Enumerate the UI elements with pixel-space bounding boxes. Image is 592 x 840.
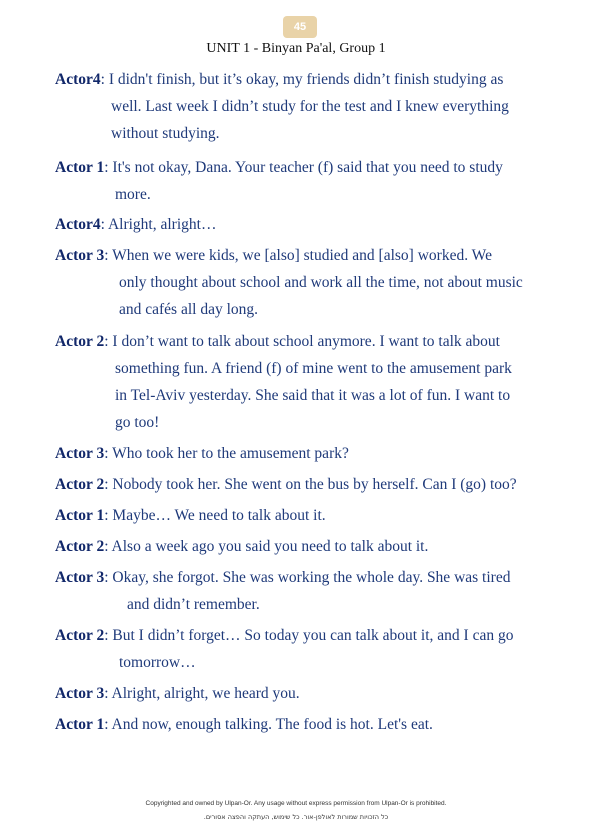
line-text: Alright, alright… <box>107 216 217 233</box>
line-text: I don’t want to talk about school anymore. I want to talk about <box>112 333 500 350</box>
line-text: Alright, alright, we heard you. <box>111 685 300 702</box>
dialogue-turn <box>55 440 545 467</box>
speaker-name: Actor 1 <box>55 159 105 176</box>
dialogue-line <box>55 564 545 591</box>
speaker-separator: : <box>104 247 113 264</box>
dialogue-line <box>55 711 545 738</box>
dialogue-turn <box>55 680 545 707</box>
speaker-name: Actor4 <box>55 216 101 233</box>
copyright-notice-hebrew: כל הזכויות שמורות לאולפן-אור. כל שימוש, העתקה והפצה אסורים. <box>203 813 389 821</box>
speaker-name: Actor 3 <box>55 247 105 264</box>
dialogue-turn <box>55 242 545 323</box>
dialogue-line <box>55 154 545 181</box>
dialogue-turn <box>55 502 545 529</box>
speaker-name: Actor 3 <box>55 445 105 462</box>
copyright-notice: Copyrighted and owned by Ulpan-Or. Any usage without express permission from Ulpan-Or is prohibited. <box>145 800 447 807</box>
speaker-name: Actor 2 <box>55 538 105 555</box>
speaker-name: Actor4 <box>55 71 101 88</box>
line-text: I didn't finish, but it’s okay, my friends didn’t finish studying as <box>108 71 504 88</box>
speaker-name: Actor 2 <box>55 333 105 350</box>
dialogue-continuation-line: only thought about school and work all the time, not about music <box>119 274 523 291</box>
dialogue-line <box>55 533 545 560</box>
dialogue-line <box>55 242 545 269</box>
line-text: Nobody took her. She went on the bus by herself. Can I (go) too? <box>112 476 517 493</box>
dialogue-line <box>55 66 545 93</box>
page-number-badge: 45 <box>283 16 317 38</box>
speaker-separator: : <box>104 627 113 644</box>
line-text: But I didn’t forget… So today you can talk about it, and I can go <box>112 627 514 644</box>
dialogue-continuation-line: and cafés all day long. <box>119 301 259 318</box>
speaker-name: Actor 2 <box>55 627 105 644</box>
speaker-name: Actor 2 <box>55 476 105 493</box>
speaker-name: Actor 1 <box>55 716 105 733</box>
dialogue-turn <box>55 622 545 676</box>
dialogue-line <box>55 622 545 649</box>
speaker-name: Actor 3 <box>55 685 105 702</box>
line-text: Who took her to the amusement park? <box>112 445 349 462</box>
line-text: Also a week ago you said you need to talk about it. <box>111 538 429 555</box>
dialogue-line <box>55 502 545 529</box>
speaker-separator: : <box>104 569 113 586</box>
speaker-separator: : <box>104 538 112 555</box>
dialogue-turn <box>55 154 545 208</box>
dialogue-continuation-line: go too! <box>115 414 160 431</box>
speaker-separator: : <box>104 476 113 493</box>
speaker-separator: : <box>104 716 112 733</box>
unit-header: UNIT 1 - Binyan Pa'al, Group 1 <box>206 41 386 56</box>
dialogue-continuation-line: and didn’t remember. <box>127 596 260 613</box>
line-text: When we were kids, we [also] studied and [also] worked. We <box>112 247 492 264</box>
speaker-separator: : <box>104 685 112 702</box>
speaker-name: Actor 3 <box>55 569 105 586</box>
dialogue-continuation-line: something fun. A friend (f) of mine went to the amusement park <box>115 360 512 377</box>
dialogue-turn <box>55 711 545 738</box>
dialogue-line <box>55 471 545 498</box>
dialogue-continuation-line: without studying. <box>111 125 220 142</box>
speaker-separator: : <box>100 71 109 88</box>
dialogue-turn <box>55 564 545 618</box>
dialogue-turn <box>55 328 545 436</box>
dialogue-turn <box>55 211 545 238</box>
speaker-separator: : <box>104 445 113 462</box>
line-text: And now, enough talking. The food is hot. Let's eat. <box>111 716 433 733</box>
dialogue-continuation-line: more. <box>115 186 151 203</box>
dialogue-turn <box>55 533 545 560</box>
line-text: Okay, she forgot. She was working the whole day. She was tired <box>112 569 511 586</box>
speaker-separator: : <box>104 333 113 350</box>
dialogue-continuation-line: tomorrow… <box>119 654 196 671</box>
line-text: Maybe… We need to talk about it. <box>112 507 326 524</box>
dialogue-turn <box>55 471 545 498</box>
speaker-name: Actor 1 <box>55 507 105 524</box>
speaker-separator: : <box>104 159 113 176</box>
dialogue-continuation-line: in Tel-Aviv yesterday. She said that it was a lot of fun. I want to <box>115 387 511 404</box>
dialogue-line <box>55 211 545 238</box>
speaker-separator: : <box>104 507 113 524</box>
dialogue-line <box>55 440 545 467</box>
dialogue-turn <box>55 66 545 147</box>
speaker-separator: : <box>100 216 108 233</box>
line-text: It's not okay, Dana. Your teacher (f) said that you need to study <box>112 159 503 176</box>
dialogue-line <box>55 680 545 707</box>
dialogue-continuation-line: well. Last week I didn’t study for the test and I knew everything <box>111 98 509 115</box>
dialogue-line <box>55 328 545 355</box>
